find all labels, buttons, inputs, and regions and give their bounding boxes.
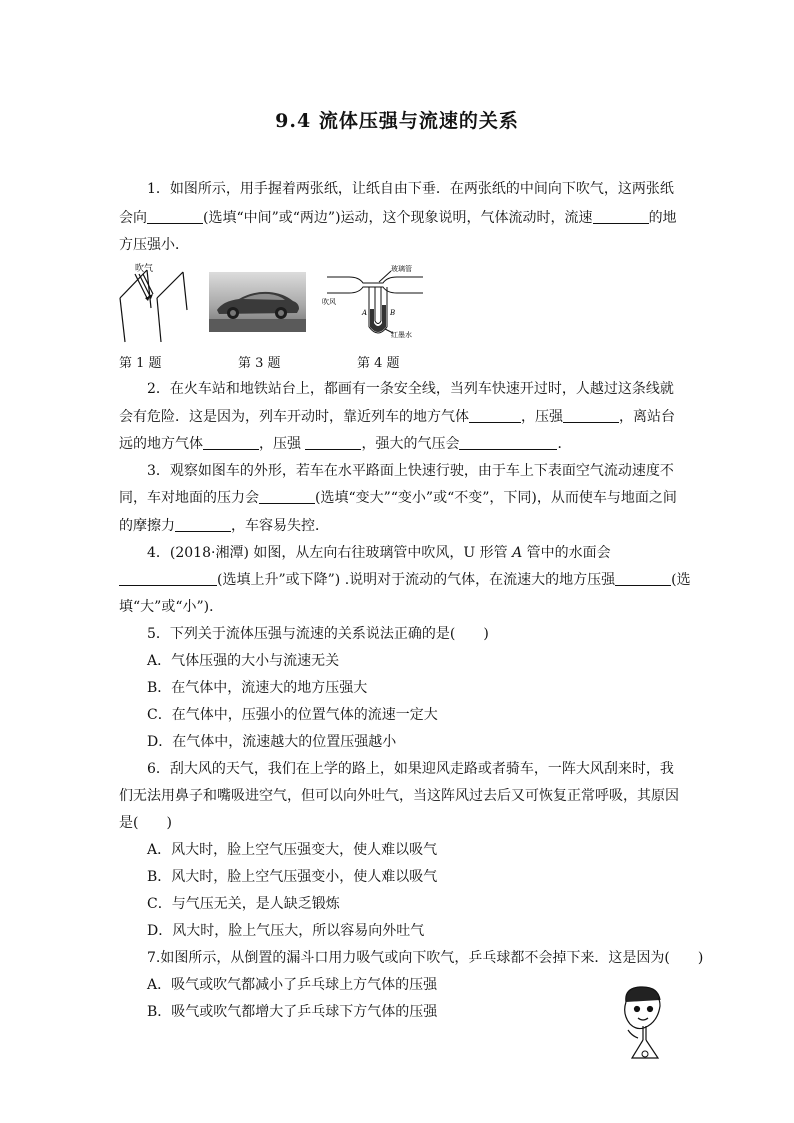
q4-line-1 (147, 544, 611, 562)
q1-blank-1[interactable] (147, 209, 203, 224)
q2-text-b: ，压强 (521, 409, 563, 425)
fig1-label: 吹气 (135, 264, 154, 274)
q4-text-b: 管中的水面会 (522, 545, 611, 561)
q1-text-c: 的地 (648, 210, 677, 226)
page-title: 9.4 流体压强与流速的关系 (275, 110, 519, 132)
q6-line-2: 们无法用鼻子和嘴吸进空气，但可以向外吐气，当这阵风过去后又可恢复正常呼吸，其原因 (119, 788, 679, 804)
q3-line-3 (119, 517, 329, 535)
q4-line-3: 填“大”或“小”)． (119, 599, 224, 615)
q6-option-c[interactable]: C．与气压无关，是人缺乏锻炼 (147, 896, 340, 912)
q5-option-b[interactable]: B．在气体中，流速大的地方压强大 (147, 680, 368, 696)
caption-fig-1: 第 1 题 (119, 356, 162, 371)
q2-blank-2[interactable] (563, 408, 619, 423)
q2-text-f: ，强大的气压会 (361, 436, 460, 452)
q3-text-b: (选填“变大”“变小”或“不变”，下同)，从而使车与地面之间 (315, 490, 677, 506)
figure-1-paper-sheets (117, 260, 197, 348)
q4-text-d: (选 (671, 572, 691, 588)
q2-text-a: 会有危险．这是因为，列车开动时，靠近列车的地方气体 (119, 409, 469, 425)
q5-option-a[interactable]: A．气体压强的大小与流速无关 (147, 653, 340, 669)
q2-line-1: 2．在火车站和地铁站台上，都画有一条安全线，当列车快速开过时，人越过这条线就 (147, 381, 674, 397)
q7-option-a[interactable]: A．吸气或吹气都减小了乒乓球上方气体的压强 (147, 977, 438, 993)
q5-option-c[interactable]: C．在气体中，压强小的位置气体的流速一定大 (147, 707, 438, 723)
q5-option-d[interactable]: D．在气体中，流速越大的位置压强越小 (147, 734, 397, 750)
fig4-a-label: A (362, 309, 368, 317)
q1-line-2 (119, 209, 677, 227)
q2-text-g: ． (557, 436, 572, 452)
caption-fig-4: 第 4 题 (357, 356, 400, 371)
q1-blank-2[interactable] (593, 209, 649, 224)
q2-line-2 (119, 408, 675, 426)
fig4-wind-label: 吹风 (322, 298, 336, 306)
q4-tube-a: A (512, 545, 523, 561)
q2-text-e: ，压强 (259, 436, 306, 452)
q4-text-c: (选填上升”或下降”) .说明对于流动的气体，在流速大的地方压强 (217, 572, 616, 588)
fig4-water-label: 红墨水 (391, 331, 412, 339)
q2-text-c: ，离站台 (619, 409, 675, 425)
q6-option-d[interactable]: D．风大时，脸上气压大，所以容易向外吐气 (147, 923, 425, 939)
caption-fig-3: 第 3 题 (238, 356, 281, 371)
q4-blank-2[interactable] (615, 571, 671, 586)
q3-blank-2[interactable] (175, 517, 231, 532)
fig4-b-label: B (390, 309, 396, 317)
q6-option-a[interactable]: A．风大时，脸上空气压强变大，使人难以吸气 (147, 842, 438, 858)
q2-blank-4[interactable] (305, 435, 361, 450)
q2-text-d: 远的地方气体 (119, 436, 203, 452)
q2-line-3 (119, 435, 571, 453)
fig4-tube-label: 玻璃管 (391, 265, 412, 273)
figure-7-funnel-boy (614, 984, 674, 1064)
q4-text-a: 4．(2018·湘潭) 如图，从左向右往玻璃管中吹风，U 形管 (147, 545, 513, 561)
q3-line-1: 3．观察如图车的外形，若车在水平路面上快速行驶，由于车上下表面空气流动速度不 (147, 463, 674, 479)
q1-line-3: 方压强小． (119, 237, 189, 253)
q2-blank-1[interactable] (469, 408, 521, 423)
q5-stem: 5．下列关于流体压强与流速的关系说法正确的是( ) (147, 626, 489, 642)
q4-line-2 (119, 571, 691, 589)
q2-blank-5[interactable] (459, 435, 557, 450)
q3-blank-1[interactable] (259, 489, 315, 504)
q1-line-1: 1．如图所示，用手握着两张纸，让纸自由下垂．在两张纸的中间向下吹气，这两张纸 (147, 181, 674, 197)
q7-option-b[interactable]: B．吸气或吹气都增大了乒乓球下方气体的压强 (147, 1004, 438, 1020)
q7-stem: 7.如图所示，从倒置的漏斗口用力吸气或向下吹气，乒乓球都不会掉下来．这是因为( ) (147, 950, 704, 966)
q1-text-a: 会向 (119, 210, 147, 226)
q6-option-b[interactable]: B．风大时，脸上空气压强变小，使人难以吸气 (147, 869, 438, 885)
figure-4-u-tube (319, 263, 431, 341)
q3-text-a: 同，车对地面的压力会 (119, 490, 259, 506)
q6-line-1: 6．刮大风的天气，我们在上学的路上，如果迎风走路或者骑车，一阵大风刮来时，我 (147, 761, 674, 777)
q4-blank-1[interactable] (119, 571, 217, 586)
q2-blank-3[interactable] (203, 435, 259, 450)
figure-3-car-photo (209, 272, 306, 332)
q3-text-c: 的摩擦力 (119, 518, 175, 534)
q6-line-3: 是( ) (119, 815, 172, 831)
q3-line-2 (119, 489, 677, 507)
q3-text-d: ，车容易失控． (231, 518, 329, 534)
q1-text-b: (选填“中间”或“两边”)运动，这个现象说明，气体流动时，流速 (203, 210, 593, 226)
